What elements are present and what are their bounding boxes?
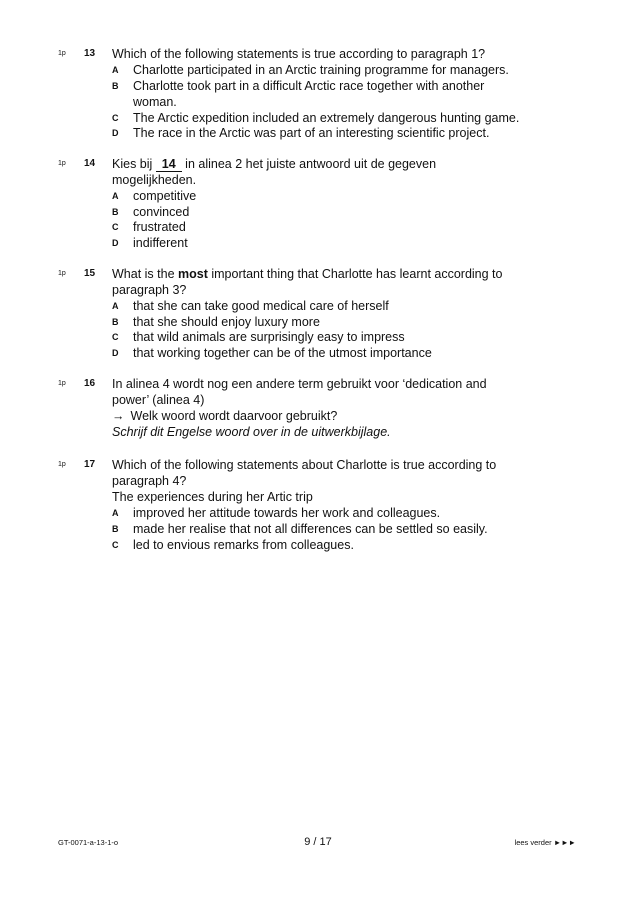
page-number: 9 / 17 xyxy=(304,836,332,848)
question-number: 13 xyxy=(84,48,96,59)
question-points: 1p xyxy=(58,270,66,277)
question-stem: In alinea 4 wordt nog een andere term gebruikt voor ‘dedication and xyxy=(112,377,487,391)
question-stem-continued: power’ (alinea 4) xyxy=(112,393,205,407)
question-number: 17 xyxy=(84,459,96,470)
answer-option-b-continued: woman. xyxy=(133,95,177,109)
question-stem: What is the most important thing that Charlotte has learnt according to xyxy=(112,267,503,281)
question-points: 1p xyxy=(58,160,66,167)
gap-marker: 14 xyxy=(156,158,182,172)
question-instruction: → Welk woord wordt daarvoor gebruikt? xyxy=(112,409,338,423)
answer-option-c: C that wild animals are surprisingly easy to impress xyxy=(112,330,405,344)
answer-option-a: A improved her attitude towards her work and colleagues. xyxy=(112,506,441,520)
answer-option-b: B made her realise that not all differences can be settled so easily. xyxy=(112,522,488,536)
question-stem-continued: paragraph 3? xyxy=(112,283,187,297)
question-stem-continued: mogelijkheden. xyxy=(112,173,197,187)
question-stem: Kies bij 14 in alinea 2 het juiste antwoord uit de gegeven xyxy=(112,157,437,171)
answer-option-a: A Charlotte participated in an Arctic training programme for managers. xyxy=(112,63,509,77)
question-stem: Which of the following statements about Charlotte is true according to xyxy=(112,458,497,472)
question-stem-continued: paragraph 4? xyxy=(112,474,187,488)
answer-option-d: D indifferent xyxy=(112,236,188,250)
answer-option-c: C The Arctic expedition included an extremely dangerous hunting game. xyxy=(112,111,520,125)
arrow-right-icon: → xyxy=(112,409,125,423)
answer-option-b: B Charlotte took part in a difficult Arctic race together with another xyxy=(112,79,485,93)
answer-option-c: C led to envious remarks from colleagues. xyxy=(112,538,354,552)
question-stem: Which of the following statements is true according to paragraph 1? xyxy=(112,47,486,61)
question-number: 16 xyxy=(84,378,96,389)
question-number: 14 xyxy=(84,158,96,169)
answer-instruction: Schrijf dit Engelse woord over in de uitwerkbijlage. xyxy=(112,425,391,439)
answer-option-b: B that she should enjoy luxury more xyxy=(112,315,320,329)
continue-label: lees verder ►►► xyxy=(514,838,576,847)
answer-option-b: B convinced xyxy=(112,205,190,219)
question-points: 1p xyxy=(58,50,66,57)
answer-option-a: A competitive xyxy=(112,189,197,203)
exam-code: GT-0071-a-13-1-o xyxy=(58,838,119,847)
answer-option-d: D The race in the Arctic was part of an interesting scientific project. xyxy=(112,126,490,140)
answer-option-c: C frustrated xyxy=(112,220,186,234)
answer-option-d: D that working together can be of the utmost importance xyxy=(112,346,432,360)
question-points: 1p xyxy=(58,461,66,468)
question-number: 15 xyxy=(84,268,96,279)
question-points: 1p xyxy=(58,380,66,387)
question-stem-continued: The experiences during her Artic trip xyxy=(112,490,313,504)
answer-option-a: A that she can take good medical care of herself xyxy=(112,299,389,313)
